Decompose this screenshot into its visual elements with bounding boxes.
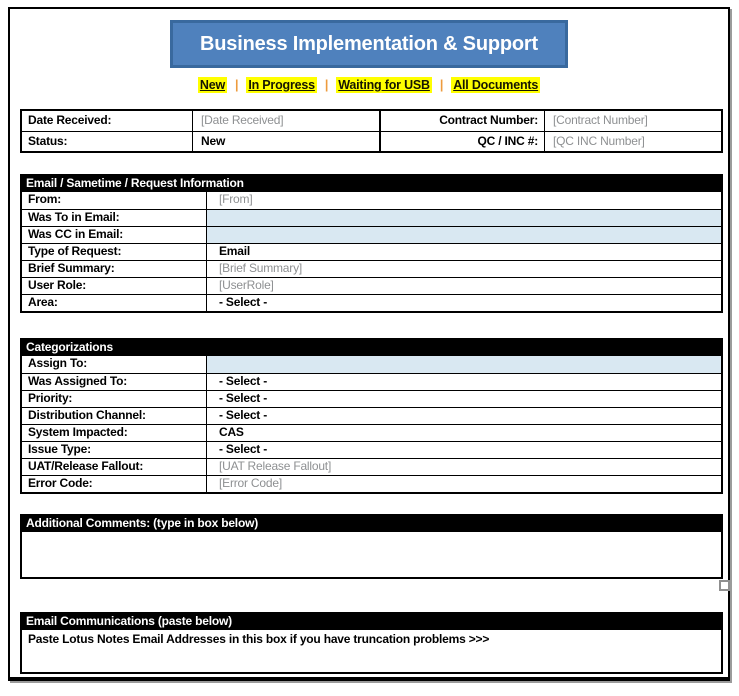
email-communications-section <box>20 612 723 674</box>
table-row <box>22 209 721 226</box>
table-row <box>22 475 721 492</box>
table-row <box>22 260 721 277</box>
table-row <box>22 226 721 243</box>
table-row <box>22 458 721 475</box>
uat-release-fallout-field[interactable]: [UAT Release Fallout] <box>219 459 332 473</box>
email-instructions-text: Paste Lotus Notes Email Addresses in this box if you have truncation problems >>> <box>28 632 490 646</box>
assign-to-label: Assign To: <box>22 356 207 373</box>
nav-separator: | <box>439 78 444 92</box>
table-row <box>22 424 721 441</box>
status-label: Status: <box>22 132 193 151</box>
view-links-bar <box>10 77 728 94</box>
date-received-label: Date Received: <box>22 111 193 131</box>
qc-inc-label: QC / INC #: <box>381 132 545 151</box>
request-info-section <box>20 174 723 313</box>
table-row <box>22 111 721 131</box>
request-info-section-body <box>20 192 723 313</box>
user-role-label: User Role: <box>22 278 207 294</box>
table-row <box>22 373 721 390</box>
status-field[interactable]: New <box>193 132 381 151</box>
user-role-field[interactable]: [UserRole] <box>219 278 274 292</box>
nav-link-new[interactable]: New <box>199 78 225 92</box>
was-assigned-to-label: Was Assigned To: <box>22 374 207 390</box>
resize-handle[interactable] <box>719 580 730 591</box>
distribution-channel-label: Distribution Channel: <box>22 408 207 424</box>
additional-comments-section <box>20 514 723 579</box>
nav-link-in-progress[interactable]: In Progress <box>248 78 315 92</box>
error-code-label: Error Code: <box>22 476 207 492</box>
summary-table <box>20 109 723 153</box>
nav-link-waiting-for-usb[interactable]: Waiting for USB <box>338 78 430 92</box>
was-cc-in-email-label: Was CC in Email: <box>22 227 207 243</box>
type-of-request-field[interactable]: Email <box>219 244 251 258</box>
brief-summary-label: Brief Summary: <box>22 261 207 277</box>
additional-comments-header: Additional Comments: (type in box below) <box>20 514 723 532</box>
date-received-field[interactable]: [Date Received] <box>193 111 381 131</box>
table-row <box>22 277 721 294</box>
table-row <box>22 407 721 424</box>
error-code-field[interactable]: [Error Code] <box>219 476 282 490</box>
contract-number-label: Contract Number: <box>381 111 545 131</box>
type-of-request-label: Type of Request: <box>22 244 207 260</box>
area-label: Area: <box>22 295 207 311</box>
system-impacted-field[interactable]: CAS <box>219 425 244 439</box>
brief-summary-field[interactable]: [Brief Summary] <box>219 261 303 275</box>
table-row <box>22 390 721 407</box>
categorizations-section <box>20 338 723 494</box>
from-label: From: <box>22 192 207 209</box>
priority-label: Priority: <box>22 391 207 407</box>
request-info-section-header: Email / Sametime / Request Information <box>20 174 723 192</box>
form-title-banner <box>170 20 568 68</box>
nav-separator: | <box>324 78 329 92</box>
assign-to-field[interactable] <box>207 356 721 373</box>
was-to-in-email-label: Was To in Email: <box>22 210 207 226</box>
qc-inc-field[interactable]: [QC INC Number] <box>553 134 645 148</box>
was-assigned-to-select[interactable]: - Select - <box>219 374 268 388</box>
table-row <box>22 294 721 311</box>
priority-select[interactable]: - Select - <box>219 391 268 405</box>
additional-comments-box[interactable] <box>20 532 723 579</box>
categorizations-section-header: Categorizations <box>20 338 723 356</box>
page-title: Business Implementation & Support <box>200 33 538 55</box>
table-row <box>22 356 721 373</box>
contract-number-field[interactable]: [Contract Number] <box>553 113 648 127</box>
from-field[interactable]: [From] <box>219 192 253 206</box>
was-to-in-email-field[interactable] <box>207 210 721 226</box>
uat-release-fallout-label: UAT/Release Fallout: <box>22 459 207 475</box>
table-row <box>22 131 721 151</box>
table-row <box>22 243 721 260</box>
issue-type-label: Issue Type: <box>22 442 207 458</box>
system-impacted-label: System Impacted: <box>22 425 207 441</box>
table-row <box>22 192 721 209</box>
nav-separator: | <box>235 78 239 92</box>
email-communications-box[interactable] <box>20 630 723 674</box>
email-communications-header: Email Communications (paste below) <box>20 612 723 630</box>
nav-link-all-documents[interactable]: All Documents <box>453 78 539 92</box>
table-row <box>22 441 721 458</box>
form-page <box>8 7 730 681</box>
was-cc-in-email-field[interactable] <box>207 227 721 243</box>
area-select[interactable]: - Select - <box>219 295 268 309</box>
distribution-channel-select[interactable]: - Select - <box>219 408 268 422</box>
issue-type-select[interactable]: - Select - <box>219 442 268 456</box>
categorizations-section-body <box>20 356 723 494</box>
